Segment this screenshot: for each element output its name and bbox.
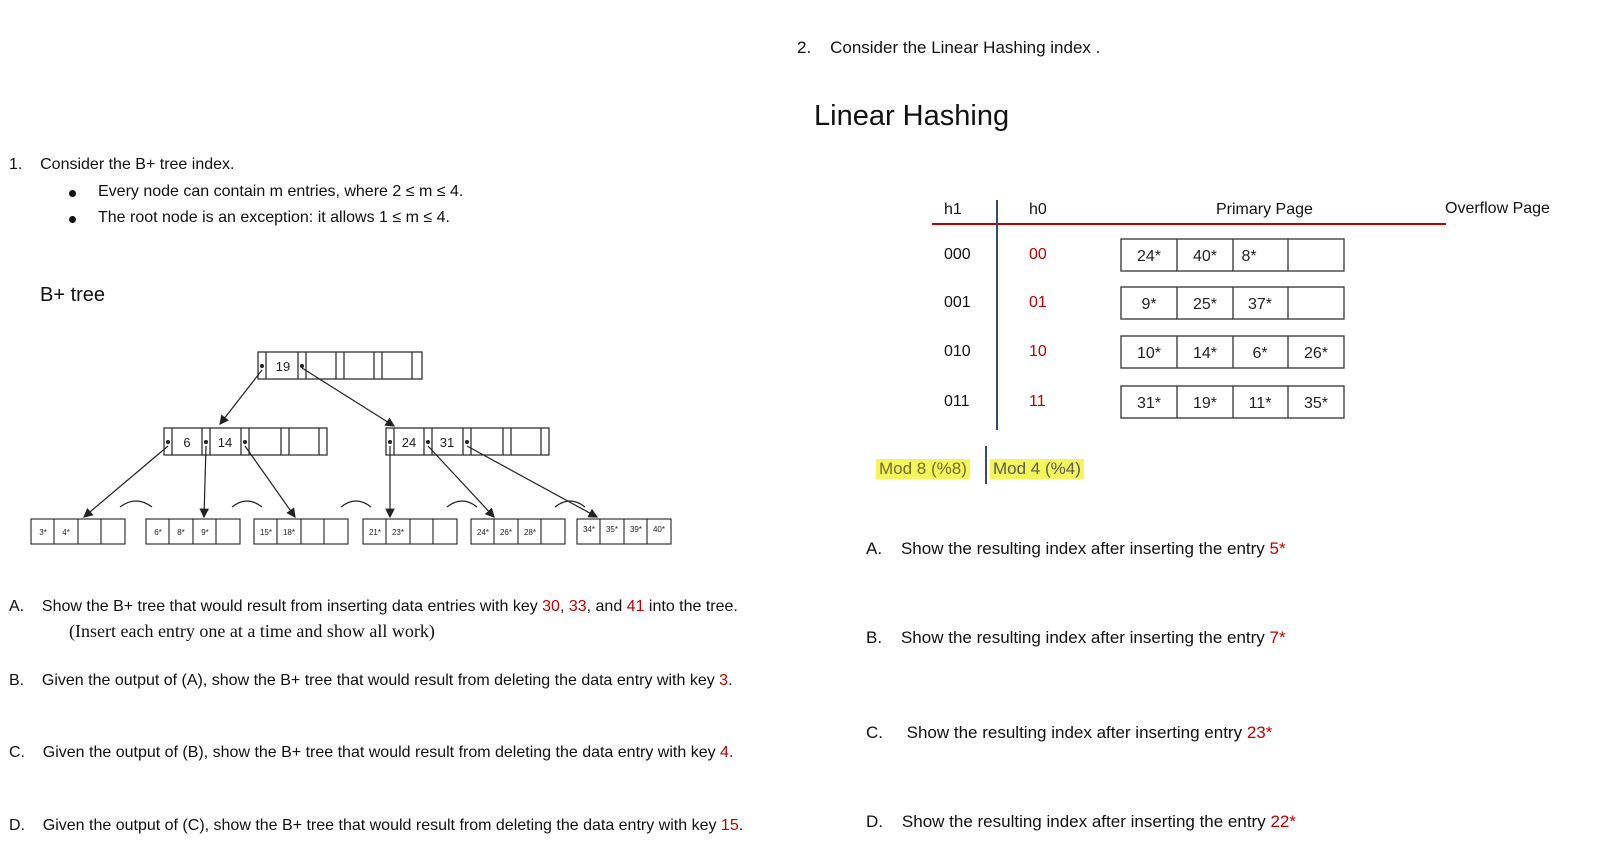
h1-h0-divider [996,200,998,430]
bucket-010-cell-2: 14* [1192,345,1218,362]
leaf-2-key-2: 8* [177,528,185,537]
header-h0: h0 [1029,201,1047,218]
row-2-h0: 01 [1029,294,1047,311]
q2-part-c: C. Show the resulting index after inserting entry 23* [866,723,1273,742]
leaf-6-key-4: 40* [652,525,666,534]
q1-part-a: A. Show the B+ tree that would result from inserting data entries with key 30, 33, and 41 into the tree. [9,598,738,615]
mod8-label: Mod 8 (%8) [876,459,970,479]
q2-heading [797,38,1100,58]
mod-divider [985,446,987,484]
bucket-011-cell-4: 35* [1303,395,1329,412]
bucket-011-cell-1: 31* [1136,395,1162,412]
q1-part-b: B. Given the output of (A), show the B+ tree that would result from deleting the data entry with key 3. [9,672,733,689]
bucket-000-cell-2: 40* [1192,248,1218,265]
q1-part-c: C. Given the output of (B), show the B+ tree that would result from deleting the data entry with key 4. [9,744,734,761]
row-2-h1: 001 [944,294,971,311]
leaf-6-key-1: 34* [582,525,596,534]
inner-right-key-1: 24 [401,435,417,450]
bucket-001-cell-2: 25* [1192,296,1218,313]
leaf-2-key-1: 6* [154,528,162,537]
leaf-3-key-1: 15* [259,528,273,537]
inner-right-key-2: 31 [439,435,455,450]
leaf-nodes [31,519,671,544]
mod4-label: Mod 4 (%4) [990,459,1084,479]
leaf-1-key-2: 4* [62,528,70,537]
bucket-010-cell-1: 10* [1136,345,1162,362]
bullet-icon [69,190,76,197]
inner-left-key-1: 6 [183,435,191,450]
bucket-010-cell-4: 26* [1303,345,1329,362]
leaf-5-key-1: 24* [476,528,490,537]
row-3-h0: 10 [1029,343,1047,360]
bplus-tree-diagram [0,340,700,555]
row-1-h1: 000 [944,246,971,263]
leaf-3-key-2: 18* [282,528,296,537]
bucket-000-cell-1: 24* [1136,248,1162,265]
inner-left-key-2: 14 [217,435,233,450]
q1-heading [9,156,234,174]
q1-part-d: D. Given the output of (C), show the B+ tree that would result from deleting the data entry with key 15. [9,817,744,834]
bullet-icon [69,216,76,223]
row-1-h0: 00 [1029,246,1047,263]
tree-edges [84,368,597,517]
q2-title: Consider the Linear Hashing index . [830,38,1101,57]
leaf-4-key-2: 23* [391,528,405,537]
leaf-6-key-3: 39* [629,525,643,534]
bplus-tree-label: B+ tree [40,284,106,306]
header-rule [932,223,1446,225]
q2-part-a: A. Show the resulting index after inserting the entry 5* [866,539,1286,558]
bucket-000-cell-3: 8* [1241,248,1257,265]
bucket-001-cell-1: 9* [1141,296,1157,313]
leaf-6-key-2: 35* [605,525,619,534]
bucket-011-cell-3: 11* [1248,395,1272,412]
q2-part-b: B. Show the resulting index after inserting the entry 7* [866,628,1286,647]
header-h1: h1 [944,201,962,218]
leaf-4-key-1: 21* [368,528,382,537]
q2-number: 2. [797,38,812,57]
header-primary-page: Primary Page [1216,201,1313,218]
bucket-001-cell-3: 37* [1247,296,1273,313]
leaf-5-key-2: 26* [499,528,513,537]
q1-title: Consider the B+ tree index. [40,156,235,173]
leaf-5-key-3: 28* [523,528,537,537]
q1-number: 1. [9,156,23,173]
linear-hashing-title: Linear Hashing [814,100,1010,132]
bucket-011-cell-2: 19* [1192,395,1218,412]
q1-bullet-1: Every node can contain m entries, where 2 ≤ m ≤ 4. [98,183,464,200]
root-key: 19 [275,359,291,374]
row-3-h1: 010 [944,343,971,360]
primary-pages [1115,234,1355,424]
q1-part-a-note: (Insert each entry one at a time and show all work) [69,621,435,641]
leaf-1-key-1: 3* [39,528,47,537]
header-overflow-page: Overflow Page [1445,200,1550,217]
leaf-2-key-3: 9* [201,528,209,537]
bucket-010-cell-3: 6* [1252,345,1268,362]
q1-bullet-2: The root node is an exception: it allows 1 ≤ m ≤ 4. [98,209,450,226]
row-4-h1: 011 [944,393,970,410]
row-4-h0: 11 [1029,393,1046,410]
q2-part-d: D. Show the resulting index after inserting the entry 22* [866,812,1296,831]
